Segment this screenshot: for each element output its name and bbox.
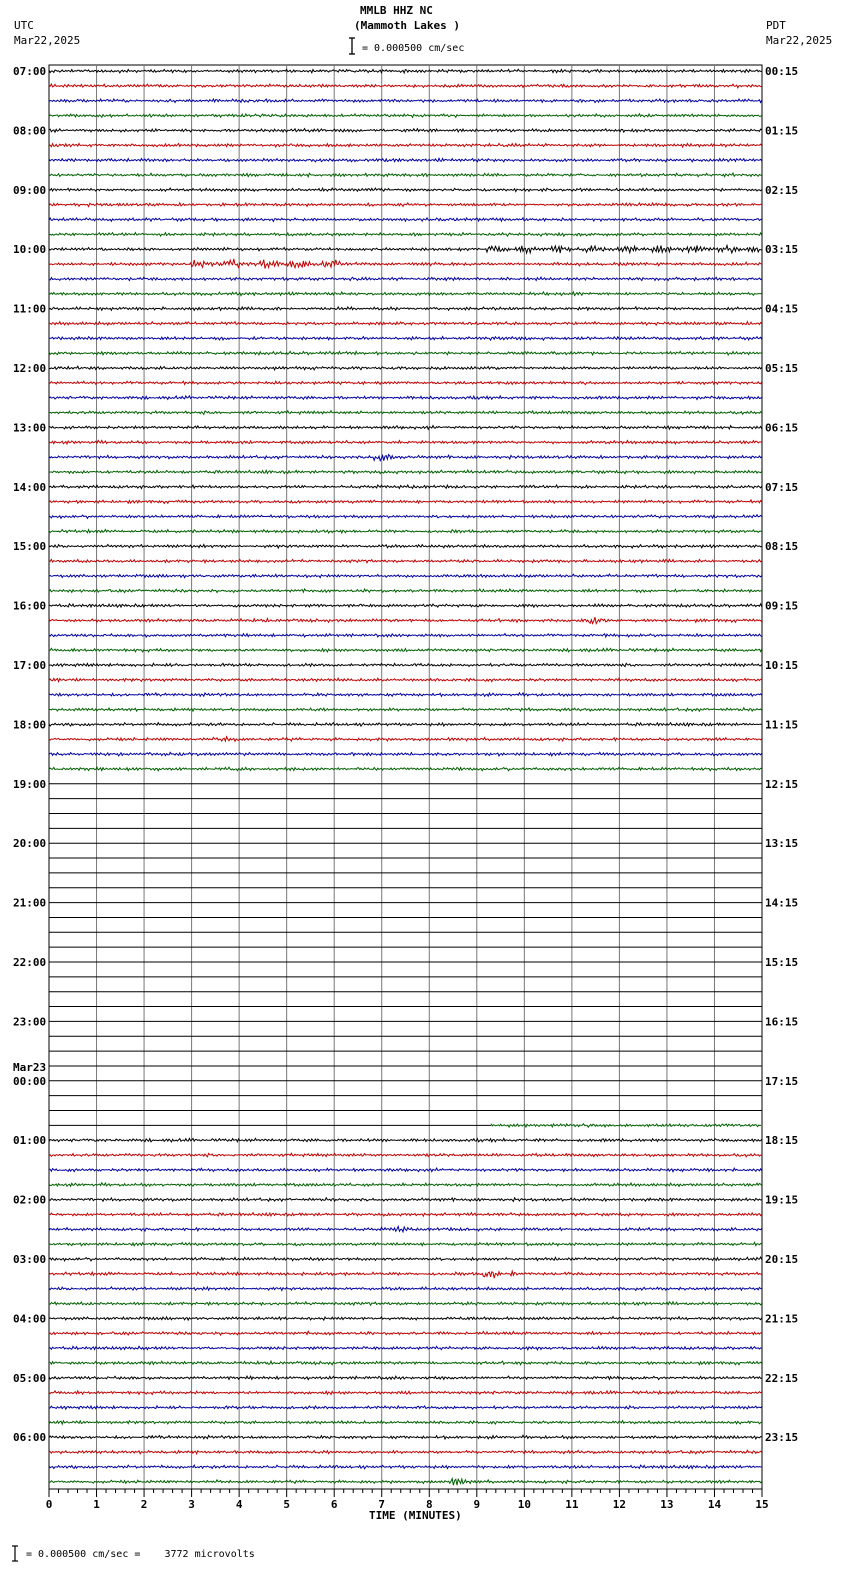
seismic-trace [49, 1317, 762, 1321]
x-tick-label: 1 [93, 1498, 100, 1511]
seismic-trace [49, 737, 762, 742]
utc-date: Mar22,2025 [14, 34, 81, 47]
seismic-trace [49, 604, 762, 608]
seismic-trace [49, 1287, 762, 1291]
pdt-hour-label: 15:15 [765, 956, 799, 969]
seismic-trace [49, 1479, 762, 1486]
seismic-trace [49, 440, 762, 444]
pdt-hour-label: 10:15 [765, 659, 799, 672]
utc-hour-label: 10:00 [13, 243, 47, 257]
seismic-trace [49, 1346, 762, 1350]
x-tick-label: 12 [612, 1498, 627, 1511]
pdt-hour-label: 04:15 [765, 302, 799, 316]
seismic-trace [49, 1302, 762, 1306]
seismic-trace [49, 396, 762, 400]
pdt-date: Mar22,2025 [766, 34, 833, 47]
pdt-hour-label: 05:15 [765, 362, 799, 375]
utc-hour-label: 07:00 [13, 65, 47, 78]
pdt-label: PDT [766, 19, 786, 32]
seismic-trace [49, 203, 762, 207]
scale-text: = 0.000500 cm/sec [362, 43, 465, 54]
pdt-hour-label: 14:15 [765, 896, 799, 910]
utc-hour-label: 05:00 [13, 1371, 47, 1385]
seismic-trace [49, 114, 762, 118]
seismic-trace [49, 752, 762, 756]
seismic-trace [49, 455, 762, 461]
seismic-trace [49, 245, 762, 253]
seismic-trace [49, 708, 762, 711]
pdt-hour-label: 13:15 [765, 837, 799, 851]
pdt-hour-label: 22:15 [765, 1371, 799, 1385]
x-tick-label: 7 [378, 1498, 386, 1511]
seismic-trace [49, 648, 762, 652]
utc-hour-label: 00:00 [13, 1074, 47, 1088]
pdt-hour-label: 09:15 [765, 599, 799, 613]
pdt-hour-label: 08:15 [765, 540, 799, 554]
seismic-trace [49, 322, 762, 326]
x-axis-label: TIME (MINUTES) [369, 1509, 462, 1522]
seismic-trace [49, 233, 762, 237]
pdt-hour-label: 21:15 [765, 1312, 799, 1326]
seismic-trace [49, 678, 762, 681]
pdt-hour-label: 01:15 [765, 124, 799, 138]
station-title: MMLB HHZ NC [360, 4, 433, 17]
footer-scale-text: = 0.000500 cm/sec = 3772 microvolts [26, 1549, 255, 1560]
seismic-trace [49, 129, 762, 133]
pdt-hour-label: 23:15 [765, 1431, 799, 1445]
utc-hour-label: 06:00 [13, 1431, 47, 1445]
seismic-trace [49, 1421, 762, 1425]
seismic-trace [49, 188, 762, 192]
seismic-trace [49, 693, 762, 697]
seismic-trace [49, 515, 762, 519]
x-tick-label: 2 [140, 1498, 148, 1511]
location-title: (Mammoth Lakes ) [354, 19, 460, 32]
seismic-trace [49, 485, 762, 489]
seismic-trace [49, 559, 762, 562]
seismic-trace [49, 1242, 762, 1245]
x-tick-label: 3 [188, 1498, 195, 1511]
utc-hour-label: 23:00 [13, 1015, 47, 1029]
utc-hour-label: 02:00 [13, 1193, 47, 1207]
seismic-trace [49, 617, 762, 623]
x-tick-label: 8 [425, 1498, 433, 1511]
seismic-trace [49, 1183, 762, 1187]
seismic-trace [49, 366, 762, 370]
seismic-trace [49, 500, 762, 504]
x-tick-label: 14 [707, 1498, 722, 1511]
seismic-trace [49, 1376, 762, 1380]
seismic-trace [49, 1198, 762, 1202]
seismic-trace [49, 1331, 762, 1335]
pdt-hour-label: 07:15 [765, 480, 799, 494]
pdt-hour-label: 16:15 [765, 1015, 799, 1029]
seismic-trace [49, 530, 762, 534]
seismic-trace [49, 1153, 762, 1157]
seismic-trace [49, 144, 762, 148]
seismic-trace [49, 259, 762, 269]
utc-hour-label: 11:00 [13, 302, 47, 316]
seismic-trace [49, 277, 762, 280]
utc-hour-label: 18:00 [13, 718, 47, 732]
seismic-trace [49, 1465, 762, 1469]
x-tick-label: 6 [330, 1498, 338, 1511]
utc-hour-label: 09:00 [13, 183, 47, 197]
pdt-hour-label: 00:15 [765, 65, 799, 78]
seismic-trace [49, 351, 762, 355]
seismic-trace [49, 574, 762, 578]
seismic-trace [49, 470, 762, 474]
pdt-hour-label: 12:15 [765, 777, 799, 791]
seismic-trace [49, 426, 762, 430]
seismic-trace [49, 411, 762, 415]
utc-hour-label: 01:00 [13, 1134, 47, 1148]
pdt-hour-label: 17:15 [765, 1074, 799, 1088]
seismic-trace [49, 1406, 762, 1409]
x-tick-label: 13 [660, 1498, 674, 1511]
utc-hour-label: 21:00 [13, 896, 47, 910]
seismic-trace [49, 292, 762, 296]
pdt-hour-label: 02:15 [765, 183, 799, 197]
seismic-trace [49, 1257, 762, 1261]
x-tick-label: 10 [517, 1498, 531, 1511]
seismic-trace [49, 1361, 762, 1365]
seismic-trace [49, 99, 762, 103]
utc-hour-label: 15:00 [13, 540, 47, 554]
seismic-trace [49, 1168, 762, 1172]
pdt-hour-label: 06:15 [765, 421, 799, 435]
utc-hour-label: 12:00 [13, 362, 47, 375]
utc-hour-label: 04:00 [13, 1312, 47, 1326]
pdt-hour-label: 20:15 [765, 1253, 799, 1266]
seismic-trace [49, 1213, 762, 1216]
seismic-trace [49, 589, 762, 593]
pdt-hour-label: 11:15 [765, 718, 799, 732]
x-tick-label: 15 [755, 1498, 769, 1511]
seismic-trace [49, 307, 762, 311]
seismic-trace [491, 1124, 761, 1128]
utc-hour-label: 17:00 [13, 659, 47, 672]
seismic-trace [49, 1138, 762, 1142]
utc-hour-label: 03:00 [13, 1253, 47, 1266]
pdt-hour-label: 19:15 [765, 1193, 799, 1207]
utc-hour-label: 14:00 [13, 480, 47, 494]
seismic-trace [49, 634, 762, 638]
utc-hour-label: 08:00 [13, 124, 47, 138]
x-tick-label: 0 [45, 1498, 53, 1511]
x-tick-label: 11 [565, 1498, 579, 1511]
seismic-trace [49, 381, 762, 384]
seismic-trace [49, 1435, 762, 1439]
seismic-trace [49, 723, 762, 727]
utc-hour-label: 19:00 [13, 777, 47, 791]
seismic-trace [49, 1226, 762, 1232]
utc-hour-label: 13:00 [13, 421, 47, 435]
x-tick-label: 5 [283, 1498, 290, 1511]
utc-date-change-label: Mar23 [13, 1060, 47, 1074]
x-tick-label: 4 [235, 1498, 243, 1511]
seismic-trace [49, 337, 762, 341]
seismic-trace [49, 173, 762, 177]
x-tick-label: 9 [473, 1498, 481, 1511]
utc-hour-label: 20:00 [13, 837, 47, 851]
pdt-hour-label: 18:15 [765, 1134, 799, 1148]
seismic-trace [49, 84, 762, 88]
seismic-trace [49, 158, 762, 162]
seismic-trace [49, 545, 762, 549]
seismic-trace [49, 1450, 762, 1454]
seismic-trace [49, 663, 762, 666]
seismic-trace [49, 1271, 762, 1278]
utc-hour-label: 22:00 [13, 956, 47, 969]
pdt-hour-label: 03:15 [765, 243, 799, 257]
seismic-trace [49, 69, 762, 73]
seismic-trace [49, 218, 762, 222]
seismic-trace [49, 1391, 762, 1395]
utc-hour-label: 16:00 [13, 599, 47, 613]
seismic-trace [49, 767, 762, 771]
utc-label: UTC [14, 19, 34, 32]
